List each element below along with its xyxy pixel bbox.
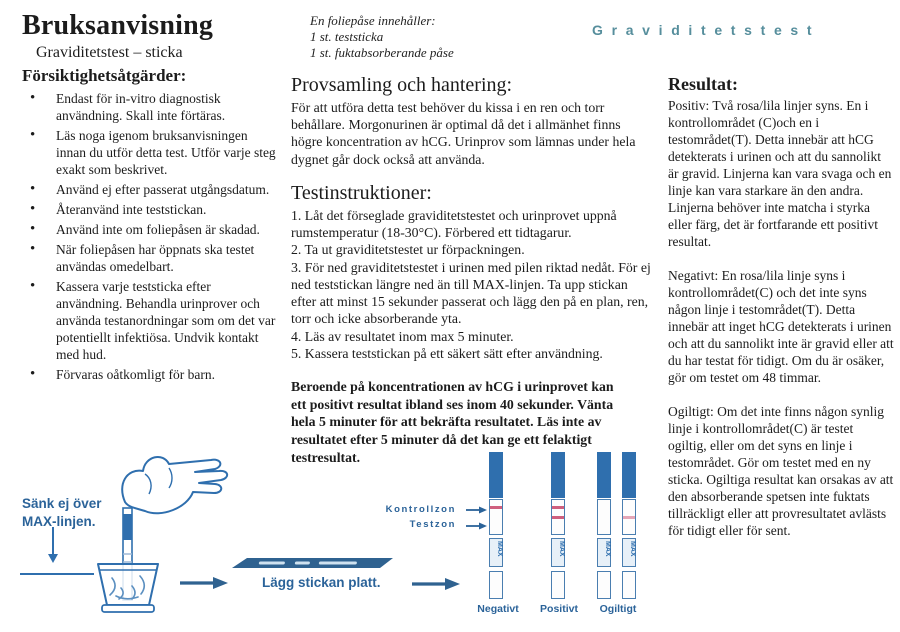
precaution-item: • När foliepåsen har öppnats ska testet användas omedelbart.	[22, 241, 278, 275]
timing-warning: Beroende på koncentrationen av hCG i urinprovet kan ett positivt resultat ibland ses inom 40 sekunder. Vänta hela 5 minuter för att bekräfta resultatet. Läs inte av resultatet efter 5 minuter då det kan ge ett felaktigt testresultat.	[291, 379, 614, 465]
instruction-steps	[291, 207, 653, 362]
results-section	[668, 74, 894, 556]
precaution-item: • Kassera varje teststicka efter användning. Behandla urinprover och använda testanordningar som om det var potentiellt infektiösa. Undvik kontakt med hud.	[22, 278, 278, 363]
precautions-heading: Försiktighetsåtgärder:	[22, 66, 187, 85]
precautions-section	[22, 66, 278, 386]
test-stick-positive	[551, 452, 565, 598]
result-negative-text: Negativt: En rosa/lila linje syns i kontrollområdet(C) och det inte syns någon linje i testområdet(T). Detta innebär att inget hCG detekterats i urinen och att du sannolikt inte är gravid eller att du har testat för tidigt. Om du är osäker, gör om testet om 48 timmar.	[668, 268, 894, 385]
precaution-item: • Förvaras oåtkomligt för barn.	[22, 366, 278, 383]
test-sticks	[489, 452, 649, 600]
page-subtitle: Graviditetstest – sticka	[36, 44, 183, 61]
package-note-line: En foliepåse innehåller:	[310, 13, 436, 28]
instruction-step: 3. För ned graviditetstestet i urinen med pilen riktad nedåt. För ej ned teststickan längre ned än till MAX-linjen. Ta upp stickan efter att minst 15 sekunder passerat och lägg den på en plan, ren, torr och icke absorberande yta.	[291, 259, 651, 327]
sampling-heading: Provsamling och hantering:	[291, 74, 513, 96]
title-block	[22, 10, 282, 62]
max-marking: MAX	[551, 538, 565, 567]
max-marking: MAX	[597, 538, 611, 567]
test-zone-label: Testzon	[409, 518, 456, 530]
stick-lower-body	[597, 571, 611, 599]
result-invalid-text: Ogiltigt: Om det inte finns någon synlig linje i kontrollområdet(C) är testet ogiltig, eller om det syns en linje i testområdet. Gör om testet med en ny sticka. Ogiltiga resultat kan orsakas av att den absorberande spetsen inte fuktats tillräckligt eller att provresultatet avlästs för tidigt eller för sent.	[668, 404, 894, 538]
result-positive-text: Positiv: Två rosa/lila linjer syns. En i kontrollområdet (C)och en i testområdet(T). Detta innebär att hCG detekterats i urinen och att du sannolikt är gravid. Linjerna kan vara svaga och en linje kan vara starkare än den andra. Linjerna behöver inte matcha i styrka eller färg, det är fortfarande ett positivt resultat.	[668, 98, 892, 249]
test-line	[552, 516, 564, 519]
stick-lower-body	[551, 571, 565, 599]
test-stick-invalid-b	[622, 452, 636, 598]
result-window	[551, 499, 565, 535]
stick-label-negative: Negativt	[477, 603, 519, 615]
precaution-item: • Återanvänd inte teststickan.	[22, 201, 278, 218]
stick-handle	[597, 452, 611, 498]
test-stick-invalid-a	[597, 452, 611, 598]
instruction-step: 5. Kassera teststickan på ett säkert sätt efter användning.	[291, 345, 603, 361]
zone-labels	[380, 503, 456, 532]
precaution-item: • Endast för in-vitro diagnostisk användning. Skall inte förtäras.	[22, 90, 278, 124]
instruction-step: 4. Läs av resultatet inom max 5 minuter.	[291, 328, 514, 344]
stick-handle	[489, 452, 503, 498]
max-marking: MAX	[622, 538, 636, 567]
middle-column	[291, 74, 653, 480]
dip-label-line1: Sänk ej över	[22, 496, 102, 511]
control-zone-arrow-icon	[466, 506, 487, 514]
stick-lower-body	[622, 571, 636, 599]
result-window	[489, 499, 503, 535]
stick-handle	[622, 452, 636, 498]
results-heading: Resultat:	[668, 74, 738, 94]
flat-instruction-label: Lägg stickan platt.	[262, 575, 381, 590]
control-line	[552, 506, 564, 509]
stick-handle	[551, 452, 565, 498]
precautions-list	[22, 90, 278, 383]
package-note-line: 1 st. teststicka	[310, 28, 384, 44]
page-title: Bruksanvisning	[22, 10, 214, 41]
flat-stick-illustration	[232, 555, 394, 571]
precaution-item: • Läs noga igenom bruksanvisningen innan du utför detta test. Utför varje steg exakt som beskrivet.	[22, 127, 278, 178]
step-arrow-icon	[412, 578, 460, 590]
dip-label-line2: MAX-linjen.	[22, 513, 96, 529]
stick-label-invalid: Ogiltigt	[599, 603, 637, 615]
result-window	[597, 499, 611, 535]
stick-label-positive: Positivt	[540, 603, 578, 615]
instructions-heading: Testinstruktioner:	[291, 181, 432, 204]
control-zone-label: Kontrollzon	[385, 504, 456, 515]
stick-lower-body	[489, 571, 503, 599]
max-marking: MAX	[489, 538, 503, 567]
step-arrow-icon	[180, 577, 228, 589]
precaution-item: • Använd ej efter passerat utgångsdatum.	[22, 181, 278, 198]
precaution-item: • Använd inte om foliepåsen är skadad.	[22, 221, 278, 238]
test-line	[623, 516, 635, 519]
instruction-step: 2. Ta ut graviditetstestet ur förpackningen.	[291, 242, 525, 258]
package-contents-note	[310, 13, 540, 61]
test-stick-negative	[489, 452, 503, 598]
test-zone-arrow-icon	[466, 522, 487, 530]
package-note-line: 1 st. fuktabsorberande påse	[310, 44, 454, 60]
sampling-body: För att utföra detta test behöver du kissa i en ren och torr behållare. Morgonurinen är optimal då det i allmänhet finns högre koncentration av hCG. Urinprov som lämnas under hela dygnet går dock också att använda.	[291, 100, 636, 167]
brand-wordmark: Graviditetstest	[592, 22, 821, 38]
result-window	[622, 499, 636, 535]
instruction-step: 1. Låt det förseglade graviditetstestet och urinprovet uppnå rumstemperatur (18-30°C). Förbered ett tidtagarur.	[291, 207, 617, 241]
max-line-pointer	[20, 573, 94, 575]
control-line	[490, 506, 502, 509]
down-arrow-icon	[46, 527, 60, 563]
